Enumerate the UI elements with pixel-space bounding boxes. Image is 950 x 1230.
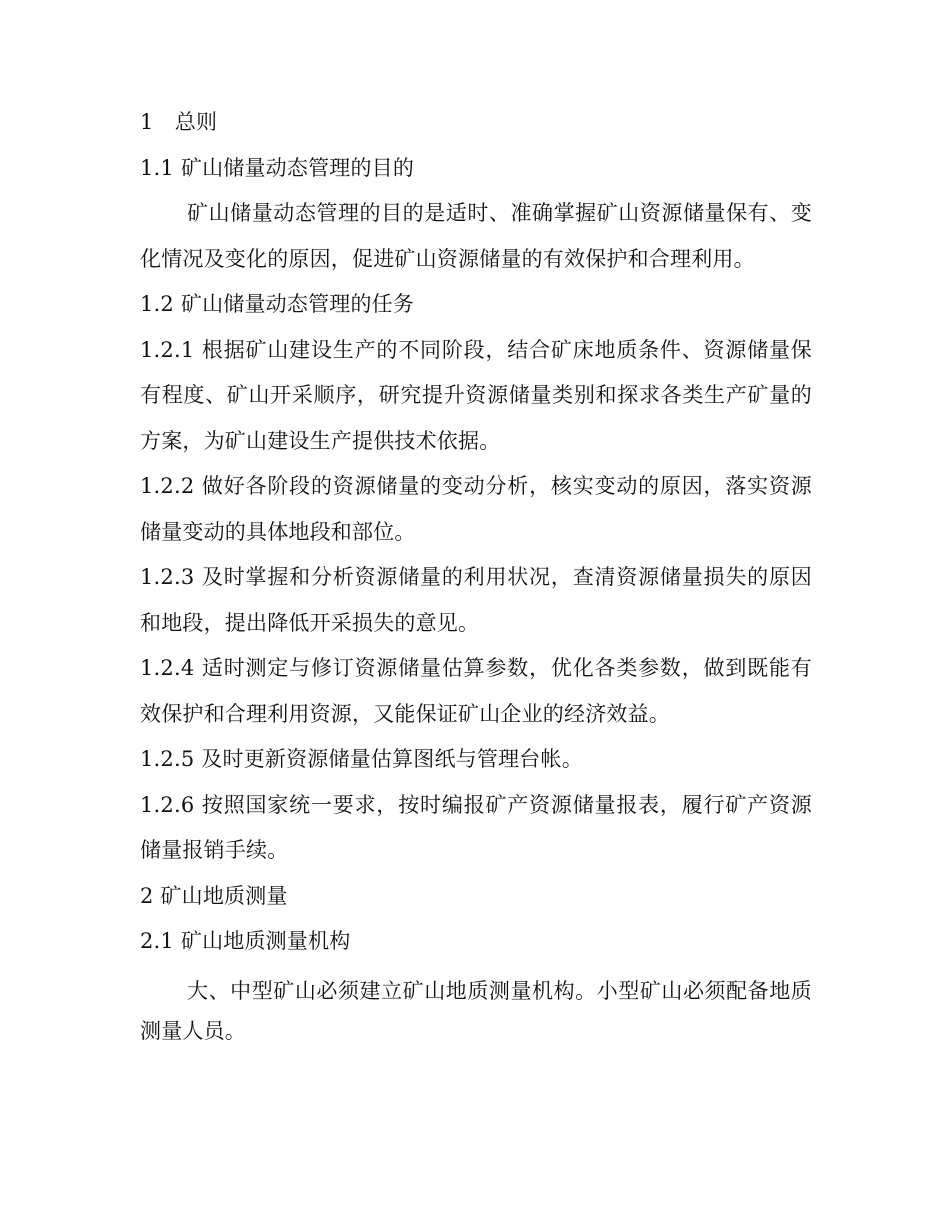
document-body	[140, 100, 812, 1051]
list-item-1-2-4: 1.2.4 适时测定与修订资源储量估算参数，优化各类参数，做到既能有效保护和合理利用资源，又能保证矿山企业的经济效益。	[140, 656, 812, 726]
list-item-1-2-6: 1.2.6 按照国家统一要求，按时编报矿产资源储量报表，履行矿产资源储量报销手续。	[140, 792, 812, 862]
section-heading-1-2: 1.2 矿山储量动态管理的任务	[140, 292, 415, 316]
section-heading-1-1: 1.1 矿山储量动态管理的目的	[140, 155, 415, 180]
list-item-1-2-1: 1.2.1 根据矿山建设生产的不同阶段，结合矿床地质条件、资源储量保有程度、矿山开采顺序，研究提升资源储量类别和探求各类生产矿量的方案，为矿山建设生产提供技术依据。	[140, 337, 812, 453]
section-heading-1: 1 总则	[140, 110, 218, 134]
section-heading-2: 2 矿山地质测量	[140, 883, 288, 908]
list-item-1-2-2: 1.2.2 做好各阶段的资源储量的变动分析，核实变动的原因，落实资源储量变动的具体地段和部位。	[140, 474, 812, 544]
paragraph-2-1: 大、中型矿山必须建立矿山地质测量机构。小型矿山必须配备地质测量人员。	[140, 978, 812, 1043]
list-item-1-2-5: 1.2.5 及时更新资源储量估算图纸与管理台帐。	[140, 747, 583, 771]
section-heading-2-1: 2.1 矿山地质测量机构	[140, 929, 351, 953]
list-item-1-2-3: 1.2.3 及时掌握和分析资源储量的利用状况，查清资源储量损失的原因和地段，提出降低开采损失的意见。	[140, 565, 812, 635]
paragraph-1-1: 矿山储量动态管理的目的是适时、准确掌握矿山资源储量保有、变化情况及变化的原因，促进矿山资源储量的有效保护和合理利用。	[140, 201, 812, 271]
